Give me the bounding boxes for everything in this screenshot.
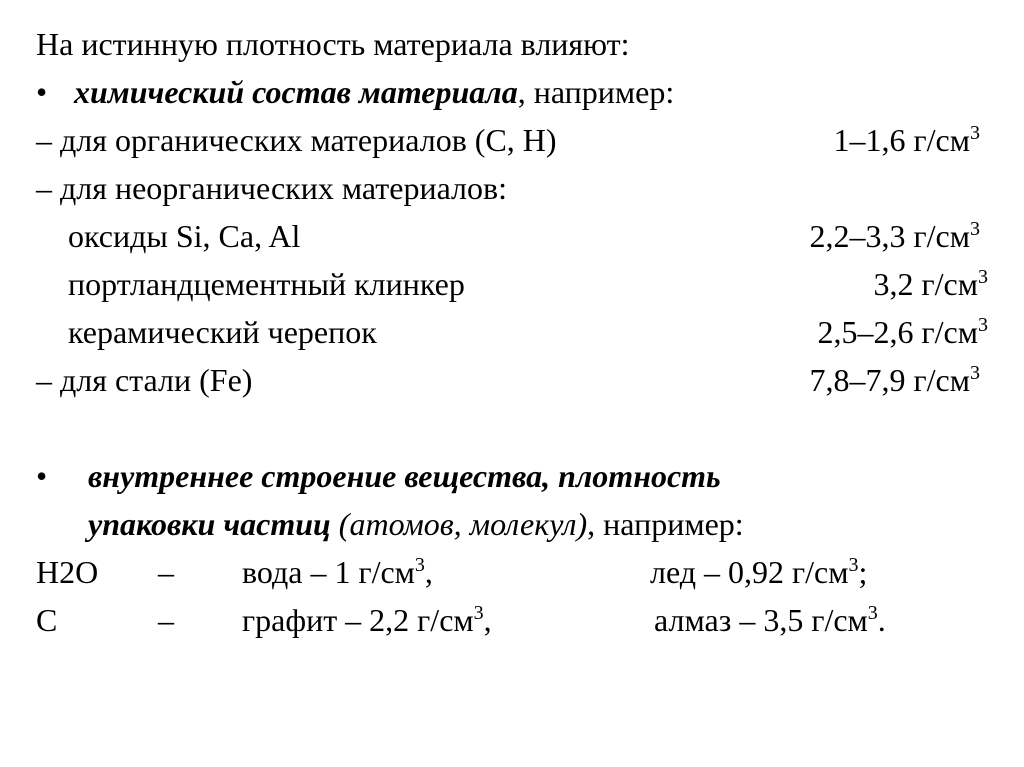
oxides-value — [810, 218, 980, 254]
organic-value — [834, 122, 980, 158]
water-formula: H2O — [36, 554, 99, 590]
carbon-b-end: . — [877, 602, 886, 638]
bullet-1: • — [36, 74, 48, 110]
carbon-a-sup: 3 — [473, 602, 484, 624]
inorganic-label: – для неорганических материалов: — [36, 170, 508, 206]
carbon-a-text: графит – 2,2 г/см — [242, 602, 474, 638]
carbon-a-end: , — [483, 602, 492, 638]
ceramic-label: керамический черепок — [68, 314, 377, 350]
organic-value-sup: 3 — [970, 122, 980, 144]
oxides-label: оксиды Si, Ca, Al — [68, 218, 301, 254]
clinker-value — [874, 266, 988, 302]
water-a-text: вода – 1 г/см — [242, 554, 415, 590]
carbon-formula: C — [36, 602, 58, 638]
water-b — [650, 554, 867, 590]
clinker-value-sup: 3 — [978, 266, 988, 288]
item2-line2 — [88, 506, 744, 542]
carbon-b-text: алмаз – 3,5 г/см — [654, 602, 868, 638]
steel-value-sup: 3 — [970, 362, 980, 384]
ceramic-value — [818, 314, 988, 350]
steel-value — [810, 362, 980, 398]
item2-bold: упаковки частиц — [88, 506, 331, 542]
item1-line — [74, 74, 674, 110]
water-b-sup: 3 — [848, 554, 859, 576]
water-b-end: ; — [858, 554, 868, 590]
item1-suffix: , например: — [517, 74, 675, 110]
carbon-b-sup: 3 — [867, 602, 878, 624]
item2-line1: внутреннее строение вещества, плотность — [88, 458, 721, 494]
ceramic-value-sup: 3 — [978, 314, 988, 336]
item2-paren: (атомов, молекул) — [330, 506, 588, 542]
bullet-2: • — [36, 458, 48, 494]
carbon-a — [242, 602, 492, 638]
clinker-label: портландцементный клинкер — [68, 266, 465, 302]
steel-label: – для стали (Fe) — [36, 362, 253, 398]
water-a-end: , — [424, 554, 433, 590]
intro-line: На истинную плотность материала влияют: — [36, 26, 630, 62]
oxides-value-text: 2,2–3,3 г/см — [809, 218, 970, 254]
water-a — [242, 554, 433, 590]
organic-value-text: 1–1,6 г/см — [833, 122, 970, 158]
water-b-text: лед – 0,92 г/см — [650, 554, 849, 590]
item2-suffix: , например: — [587, 506, 744, 542]
item1-title: химический состав материала — [74, 74, 518, 110]
carbon-b — [654, 602, 886, 638]
water-a-sup: 3 — [414, 554, 425, 576]
oxides-value-sup: 3 — [970, 218, 980, 240]
ceramic-value-text: 2,5–2,6 г/см — [817, 314, 978, 350]
clinker-value-text: 3,2 г/см — [873, 266, 978, 302]
organic-label: – для органических материалов (С, Н) — [36, 122, 557, 158]
water-dash: – — [158, 554, 174, 590]
steel-value-text: 7,8–7,9 г/см — [809, 362, 970, 398]
carbon-dash: – — [158, 602, 174, 638]
